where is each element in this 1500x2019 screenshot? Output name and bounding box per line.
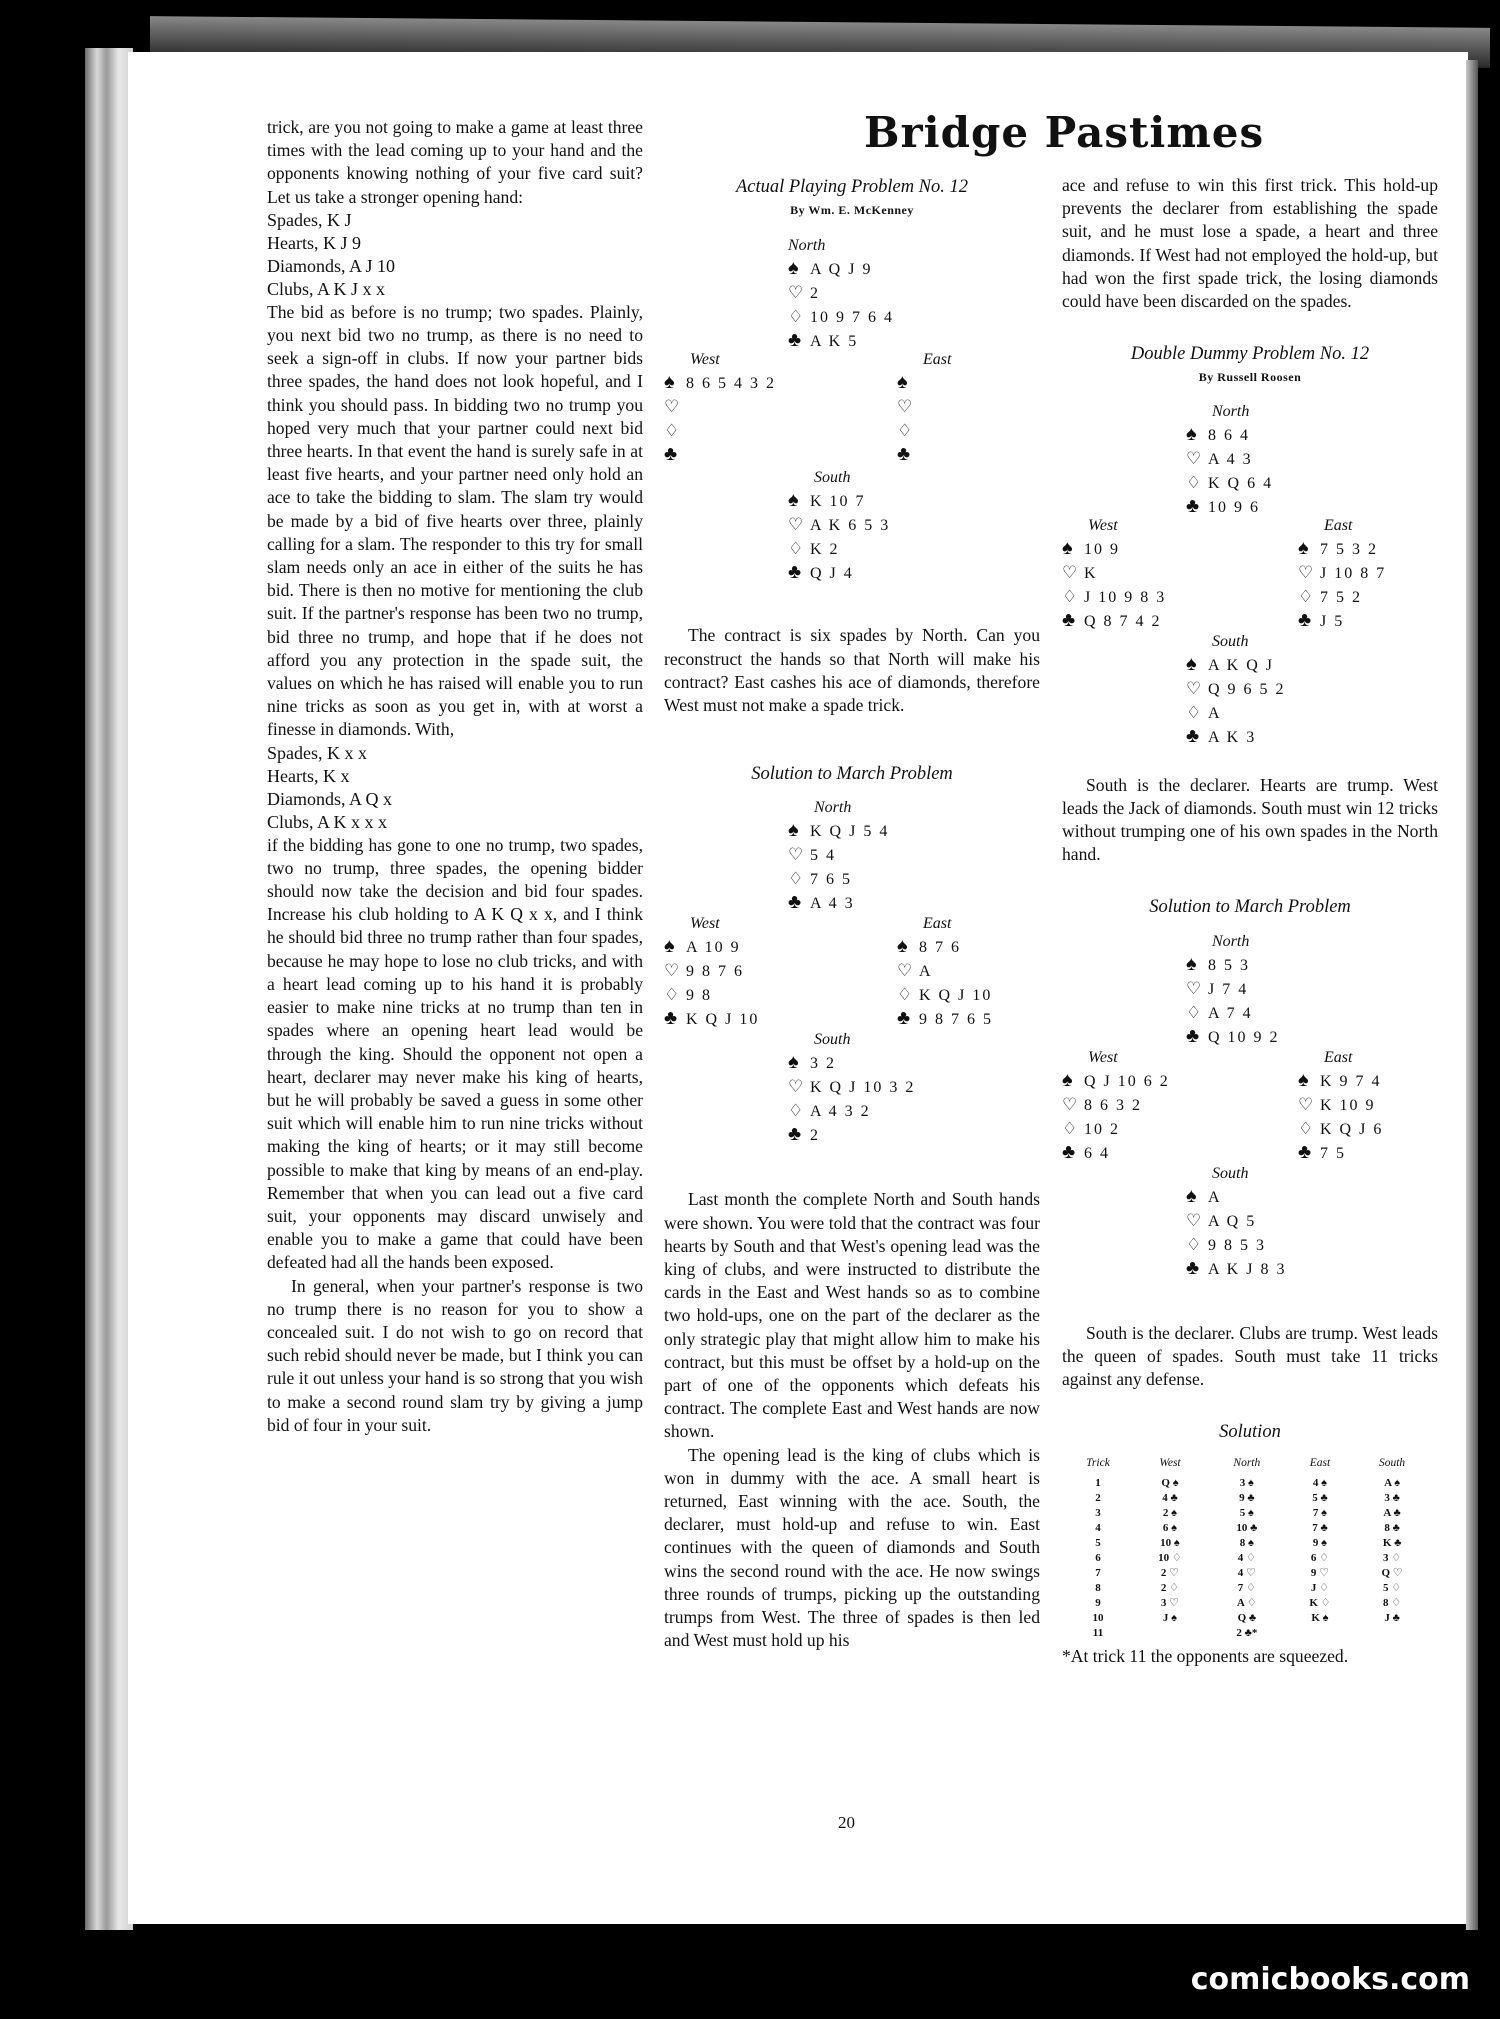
- spade-icon: ♠: [1298, 536, 1309, 559]
- hand-hearts: A K 6 5 3: [810, 517, 891, 535]
- spade-icon: ♠: [788, 489, 799, 512]
- hand1-clubs: Clubs, A K J x x: [267, 278, 386, 299]
- table-cell: 9 ♠: [1312, 1536, 1327, 1549]
- table-row: [1062, 1491, 1432, 1506]
- hand-hearts: 8 6 3 2: [1084, 1096, 1142, 1114]
- table-cell: 7 ♢: [1237, 1581, 1256, 1594]
- diamond-icon: ♢: [1186, 472, 1202, 492]
- hand-clubs: 9 8 7 6 5: [919, 1011, 993, 1029]
- table-cell: 6: [1095, 1551, 1101, 1564]
- hand2-clubs: Clubs, A K x x x: [267, 811, 388, 832]
- diamond-icon: ♢: [1062, 586, 1078, 606]
- column-header: West: [1159, 1457, 1181, 1470]
- table-cell: 2 ♠: [1162, 1506, 1178, 1519]
- double-dummy-deal: [1062, 400, 1438, 774]
- heart-icon: ♡: [1062, 562, 1078, 582]
- table-cell: 5 ♠: [1239, 1506, 1254, 1519]
- table-cell: 2 ♡: [1160, 1566, 1180, 1579]
- table-row: [1062, 1551, 1432, 1566]
- spade-icon: ♠: [897, 935, 908, 958]
- seat-label: North: [1212, 402, 1250, 420]
- table-row: [1062, 1611, 1432, 1626]
- table-cell: 3 ♣: [1384, 1491, 1400, 1504]
- heart-icon: ♡: [1298, 562, 1314, 582]
- solution-table-body: [1062, 1476, 1432, 1641]
- hand-hearts: 2: [810, 285, 820, 303]
- table-cell: 4: [1095, 1521, 1101, 1534]
- hand-clubs: 6 4: [1084, 1144, 1110, 1162]
- table-cell: 5 ♢: [1383, 1581, 1402, 1594]
- seat-label: West: [690, 351, 720, 369]
- hand-clubs: A 4 3: [810, 895, 855, 913]
- table-cell: 10 ♠: [1160, 1536, 1180, 1549]
- table-cell: 7 ♣: [1312, 1521, 1328, 1534]
- spade-icon: ♠: [1186, 952, 1197, 975]
- spade-icon: ♠: [788, 819, 799, 842]
- table-cell: K ♢: [1309, 1596, 1331, 1609]
- hand-diamonds: 10 9 7 6 4: [810, 309, 894, 327]
- hand-spades: 10 9: [1084, 540, 1120, 558]
- hand-spades: A 10 9: [686, 939, 741, 957]
- heart-icon: ♡: [788, 515, 804, 535]
- table-row: [1062, 1581, 1432, 1596]
- table-cell: 4 ♡: [1237, 1566, 1256, 1579]
- hand2-diamonds: Diamonds, A Q x: [267, 788, 393, 809]
- solution2-east: [1298, 1046, 1383, 1165]
- problem12-byline: By Wm. E. McKenney: [790, 203, 914, 218]
- club-icon: ♣: [1062, 608, 1076, 631]
- solution-table-header: [1062, 1452, 1432, 1475]
- spade-icon: ♠: [1062, 536, 1073, 559]
- hand-spades: K 9 7 4: [1320, 1072, 1382, 1090]
- table-cell: A ♢: [1236, 1596, 1257, 1609]
- heart-icon: ♡: [1186, 1210, 1202, 1230]
- seat-label: South: [1212, 632, 1249, 650]
- table-row: [1062, 1506, 1432, 1521]
- heart-icon: ♡: [1186, 448, 1202, 468]
- solution2-title: Solution to March Problem: [1149, 897, 1351, 918]
- table-row: [1062, 1536, 1432, 1551]
- hand-hearts: A: [919, 963, 933, 981]
- column-header: North: [1233, 1457, 1261, 1470]
- heart-icon: ♡: [788, 845, 804, 865]
- solution1-south: [788, 1028, 915, 1147]
- table-cell: 6 ♠: [1162, 1521, 1178, 1534]
- solution1-title: Solution to March Problem: [751, 764, 953, 785]
- table-cell: [1134, 1626, 1206, 1641]
- table-cell: 4 ♠: [1312, 1476, 1327, 1489]
- hand1-diamonds: Diamonds, A J 10: [267, 255, 396, 276]
- heart-icon: ♡: [1298, 1094, 1314, 1114]
- hand-clubs: K Q J 10: [686, 1011, 760, 1029]
- hand-diamonds: K Q J 6: [1320, 1120, 1384, 1138]
- heart-icon: ♡: [788, 1077, 804, 1097]
- diamond-icon: ♢: [897, 421, 913, 441]
- diamond-icon: ♢: [664, 985, 680, 1005]
- solution1-east: [897, 912, 993, 1031]
- hand-hearts: Q 9 6 5 2: [1208, 680, 1286, 698]
- heart-icon: ♡: [1186, 978, 1202, 998]
- heart-icon: ♡: [788, 283, 804, 303]
- table-cell: 10 ♢: [1158, 1551, 1182, 1564]
- club-icon: ♣: [897, 1007, 911, 1030]
- table-cell: 5: [1095, 1536, 1101, 1549]
- column-header: East: [1309, 1457, 1331, 1470]
- diamond-icon: ♢: [1298, 1118, 1314, 1138]
- double-dummy-west: [1062, 514, 1166, 633]
- hand-clubs: A K J 8 3: [1208, 1260, 1287, 1278]
- double-dummy-title: Double Dummy Problem No. 12: [1130, 344, 1370, 365]
- club-icon: ♣: [788, 1123, 802, 1146]
- diamond-icon: ♢: [788, 1101, 804, 1121]
- column-1: [267, 116, 643, 1437]
- diamond-icon: ♢: [1186, 1234, 1202, 1254]
- hand-spades: K 10 7: [810, 493, 866, 511]
- hand-clubs: A K 3: [1208, 728, 1257, 746]
- heart-icon: ♡: [664, 397, 680, 417]
- col1-para2: The bid as before is no trump; two spades. Plainly, you next bid two no trump, as there is no need to seek a sign-off in clubs. If now your partner bids three spades, the hand does not look hopeful, and I think you should pass. In bidding two no trump you hoped very much that your partner could next bid three hearts. In that event the hand is surely safe in at least five hearts, and your partner need only hold an ace to take the bidding to slam. The slam try would be made by a bid of five hearts over three, plainly calling for a slam. The responder to this try for small slam needs only an ace in either of the suits he has bid. There is then no motive for mentioning the club suit. If the partner's response has been two no trump, bid three no trump, and hope that if he does not afford you any protection in the spade suit, the values on which he has raised will enable you to run nine tricks as soon as you get in, with at worst a finesse in diamonds. With,: [267, 301, 643, 740]
- table-cell: 9: [1095, 1596, 1101, 1609]
- hand-spades: 8 6 4: [1208, 426, 1250, 444]
- solution2-text: South is the declarer. Clubs are trump. West leads the queen of spades. South must take 11 tricks against any defense.: [1062, 1322, 1438, 1390]
- club-icon: ♣: [664, 443, 678, 466]
- seat-label: South: [1212, 1164, 1249, 1182]
- hand-clubs: Q J 4: [810, 565, 854, 583]
- seat-label: North: [814, 799, 852, 817]
- seat-label: West: [1088, 516, 1118, 534]
- club-icon: ♣: [1298, 608, 1312, 631]
- hand-spades: Q J 10 6 2: [1084, 1072, 1170, 1090]
- double-dummy-south: [1186, 630, 1286, 749]
- hand-diamonds: 10 2: [1084, 1120, 1120, 1138]
- table-cell: A ♠: [1384, 1476, 1401, 1489]
- club-icon: ♣: [1186, 1256, 1200, 1279]
- seat-label: South: [814, 1031, 851, 1049]
- club-icon: ♣: [1062, 1140, 1076, 1163]
- spade-icon: ♠: [788, 257, 799, 280]
- heart-icon: ♡: [664, 961, 680, 981]
- table-cell: 3 ♢: [1383, 1551, 1402, 1564]
- heart-icon: ♡: [1062, 1094, 1078, 1114]
- heart-icon: ♡: [1186, 678, 1202, 698]
- column-3: [1062, 174, 1438, 1668]
- problem12-south: [788, 466, 890, 585]
- col1-para4: In general, when your partner's response is two no trump there is no reason for you to show a concealed suit. I do not wish to go on record that such rebid should never be made, but I think you can rule it out unless your hand is so strong that you wish to make a second round slam try by giving a jump bid of four in your suit.: [267, 1275, 643, 1435]
- double-dummy-text: South is the declarer. Hearts are trump. West leads the Jack of diamonds. South must win 12 tricks without trumping one of his own spades in the North hand.: [1062, 774, 1438, 865]
- table-row: [1062, 1476, 1432, 1491]
- hand-diamonds: 7 5 2: [1320, 588, 1362, 606]
- table-cell: 4 ♢: [1237, 1551, 1256, 1564]
- table-cell: Q ♠: [1161, 1476, 1179, 1489]
- table-cell: 2 ♢: [1160, 1581, 1180, 1594]
- hand-diamonds: 9 8 5 3: [1208, 1236, 1266, 1254]
- watermark: comicbooks.com: [1190, 1962, 1470, 1997]
- spade-icon: ♠: [1186, 1184, 1197, 1207]
- problem12-north: [788, 234, 894, 353]
- table-row: [1062, 1596, 1432, 1611]
- heart-icon: ♡: [897, 397, 913, 417]
- spade-icon: ♠: [664, 371, 675, 394]
- club-icon: ♣: [897, 443, 911, 466]
- col3-continuation: ace and refuse to win this first trick. This hold-up prevents the declarer from establishing the spade suit, and he must lose a spade, a heart and three diamonds. If West had not employed the hold-up, but had won the first spade trick, the losing diamonds could have been discarded on the spades.: [1062, 175, 1438, 312]
- hand-spades: A: [1208, 1188, 1222, 1206]
- double-dummy-east: [1298, 514, 1386, 633]
- hand-diamonds: K Q 6 4: [1208, 474, 1274, 492]
- hand-diamonds: A 4 3 2: [810, 1103, 871, 1121]
- table-cell: Q ♣: [1237, 1611, 1257, 1624]
- diamond-icon: ♢: [1298, 586, 1314, 606]
- table-row: [1062, 1566, 1432, 1581]
- table-cell: 5 ♣: [1312, 1491, 1328, 1504]
- diamond-icon: ♢: [788, 307, 804, 327]
- table-cell: 8 ♠: [1239, 1536, 1254, 1549]
- seat-label: North: [788, 237, 826, 255]
- diamond-icon: ♢: [788, 539, 804, 559]
- hand-diamonds: K Q J 10: [919, 987, 993, 1005]
- hand-spades: A K Q J: [1208, 656, 1275, 674]
- table-cell: 2 ♣*: [1236, 1626, 1258, 1639]
- table-cell: 2: [1095, 1491, 1101, 1504]
- hand-hearts: 9 8 7 6: [686, 963, 744, 981]
- hand-spades: K Q J 5 4: [810, 823, 890, 841]
- solution1-north: [788, 796, 889, 915]
- diamond-icon: ♢: [897, 985, 913, 1005]
- club-icon: ♣: [1186, 724, 1200, 747]
- hand1-spades: Spades, K J: [267, 209, 352, 230]
- table-cell: 8 ♣: [1384, 1521, 1400, 1534]
- table-cell: 8: [1095, 1581, 1101, 1594]
- hand-diamonds: 7 6 5: [810, 871, 852, 889]
- table-cell: J ♠: [1162, 1611, 1178, 1624]
- diamond-icon: ♢: [1186, 702, 1202, 722]
- col1-intro: trick, are you not going to make a game at least three times with the lead coming up to your hand and the opponents knowing nothing of your five card suit? Let us take a stronger opening hand:: [267, 117, 643, 207]
- hand-diamonds: A: [1208, 704, 1222, 722]
- hand-hearts: J 7 4: [1208, 980, 1249, 998]
- column-header: Trick: [1086, 1457, 1110, 1470]
- hand-hearts: J 10 8 7: [1320, 564, 1387, 582]
- club-icon: ♣: [664, 1007, 678, 1030]
- page-number: 20: [838, 1813, 855, 1832]
- diamond-icon: ♢: [1186, 1002, 1202, 1022]
- table-cell: 10 ♣: [1236, 1521, 1258, 1534]
- table-cell: 7 ♠: [1312, 1506, 1327, 1519]
- table-cell: J ♢: [1310, 1581, 1329, 1594]
- seat-label: West: [1088, 1048, 1118, 1066]
- hand-clubs: 10 9 6: [1208, 498, 1260, 516]
- hand-clubs: 2: [810, 1127, 820, 1145]
- hand-spades: 7 5 3 2: [1320, 540, 1378, 558]
- spade-icon: ♠: [1186, 652, 1197, 675]
- table-cell: A ♣: [1383, 1506, 1401, 1519]
- seat-label: East: [923, 915, 952, 933]
- solution1-west: [664, 912, 759, 1031]
- spade-icon: ♠: [897, 371, 908, 394]
- club-icon: ♣: [788, 561, 802, 584]
- problem12-east: [897, 348, 951, 467]
- hand-spades: 8 5 3: [1208, 956, 1250, 974]
- double-dummy-north: [1186, 400, 1273, 519]
- table-cell: 8 ♢: [1383, 1596, 1402, 1609]
- hand-spades: 8 6 5 4 3 2: [686, 375, 776, 393]
- club-icon: ♣: [1186, 494, 1200, 517]
- hand-diamonds: J 10 9 8 3: [1084, 588, 1167, 606]
- table-row: [1062, 1521, 1432, 1536]
- diamond-icon: ♢: [1062, 1118, 1078, 1138]
- hand-clubs: Q 8 7 4 2: [1084, 612, 1162, 630]
- table-cell: [1352, 1626, 1432, 1641]
- hand-clubs: 7 5: [1320, 1144, 1346, 1162]
- club-icon: ♣: [788, 329, 802, 352]
- hand-hearts: 5 4: [810, 847, 836, 865]
- hand-clubs: Q 10 9 2: [1208, 1028, 1280, 1046]
- table-cell: 10: [1092, 1611, 1104, 1624]
- table-cell: Q ♡: [1381, 1566, 1403, 1579]
- seat-label: West: [690, 915, 720, 933]
- club-icon: ♣: [1298, 1140, 1312, 1163]
- hand-hearts: K 10 9: [1320, 1096, 1376, 1114]
- problem12-title: Actual Playing Problem No. 12: [735, 177, 969, 197]
- solution-table-title: Solution: [1219, 1422, 1281, 1443]
- table-cell: 9 ♡: [1310, 1566, 1329, 1579]
- hand-spades: 3 2: [810, 1055, 836, 1073]
- hand-diamonds: 9 8: [686, 987, 712, 1005]
- column-2: [664, 114, 1040, 1652]
- solution2-west: [1062, 1046, 1170, 1165]
- spade-icon: ♠: [664, 935, 675, 958]
- page-right-edge: [1466, 60, 1478, 1930]
- diamond-icon: ♢: [664, 421, 680, 441]
- table-cell: 4 ♣: [1162, 1491, 1178, 1504]
- spade-icon: ♠: [1062, 1068, 1073, 1091]
- table-cell: 1: [1095, 1476, 1101, 1489]
- club-icon: ♣: [1186, 1024, 1200, 1047]
- heart-icon: ♡: [897, 961, 913, 981]
- solution1-deal: [664, 796, 1040, 1188]
- solution-table: [1062, 1452, 1432, 1640]
- hand-diamonds: K 2: [810, 541, 840, 559]
- table-cell: 7: [1095, 1566, 1101, 1579]
- hand-hearts: K Q J 10 3 2: [810, 1079, 916, 1097]
- hand2-hearts: Hearts, K x: [267, 765, 350, 786]
- seat-label: East: [1324, 516, 1353, 534]
- table-cell: 9 ♣: [1239, 1491, 1255, 1504]
- seat-label: South: [814, 469, 851, 487]
- club-icon: ♣: [788, 891, 802, 914]
- table-cell: [1288, 1626, 1352, 1641]
- table-row: [1062, 1626, 1432, 1641]
- hand-hearts: A 4 3: [1208, 450, 1253, 468]
- table-cell: 6 ♢: [1310, 1551, 1329, 1564]
- masthead-title: Bridge Pastimes: [864, 108, 1265, 157]
- table-cell: 3: [1095, 1506, 1101, 1519]
- solution1-para1: Last month the complete North and South hands were shown. You were told that the contract was four hearts by South and that West's opening lead was the king of clubs, and were instructed to distribute the cards in the East and West hands so as to combine two hold-ups, one on the part of the declarer as the only strategic play that might allow him to make his contract, but this must be offset by a hold-up on the part of one of the opponents which defeats his contract. The complete East and West hands are now shown.: [664, 1189, 1040, 1442]
- problem12-text: The contract is six spades by North. Can you reconstruct the hands so that North will make his contract? East cashes his ace of diamonds, therefore West must not make a spade trick.: [664, 625, 1040, 716]
- solution2-deal: [1062, 930, 1438, 1322]
- column-header: South: [1378, 1457, 1406, 1470]
- solution-footnote: *At trick 11 the opponents are squeezed.: [1062, 1645, 1349, 1666]
- seat-label: North: [1212, 932, 1250, 950]
- solution1-para2: The opening lead is the king of clubs which is won in dummy with the ace. A small heart is returned, East winning with the ace. South, the declarer, must hold-up and refuse to win. East continues with the queen of diamonds and South wins the second round with the ace. He now swings three rounds of trumps, picking up the outstanding trumps from West. The three of spades is then led and West must hold up his: [664, 1444, 1040, 1651]
- problem12-deal: [664, 234, 1040, 624]
- problem12-west: [664, 348, 776, 467]
- hand-clubs: A K 5: [810, 333, 859, 351]
- seat-label: East: [923, 351, 952, 369]
- table-cell: K ♠: [1311, 1611, 1329, 1624]
- table-cell: 3 ♡: [1160, 1596, 1180, 1609]
- spade-icon: ♠: [788, 1051, 799, 1074]
- hand-clubs: J 5: [1320, 612, 1345, 630]
- hand-hearts: K: [1084, 564, 1098, 582]
- table-cell: J ♣: [1384, 1611, 1400, 1624]
- hand-spades: 8 7 6: [919, 939, 961, 957]
- book-spine: [85, 48, 133, 1930]
- hand-spades: A Q J 9: [810, 261, 873, 279]
- table-cell: 11: [1092, 1626, 1104, 1639]
- spade-icon: ♠: [1186, 422, 1197, 445]
- col1-para3: if the bidding has gone to one no trump, two spades, two no trump, three spades, the opening bidder should now take the decision and bid four spades. Increase his club holding to A K Q x x, and I think he should bid three no trump rather than four spades, because he may hope to lose no club tricks, and with a heart lead coming up to his hand it is probably easier to make nine tricks at no trump than ten in spades where an opening heart lead would be through the king. Should the opponent not open a heart, declarer may never make his king of hearts, but he will probably be saved a guess in some other suit which will enable him to run nine tricks without making the king of hearts; or it may still become possible to make that king by means of an end-play. Remember that when you can lead out a five card suit, your opponents may discard unwisely and enable you to make a game that could have been defeated had all the hands been exposed.: [267, 834, 643, 1273]
- seat-label: East: [1324, 1048, 1353, 1066]
- hand1-hearts: Hearts, K J 9: [267, 232, 361, 253]
- hand-diamonds: A 7 4: [1208, 1004, 1253, 1022]
- solution2-north: [1186, 930, 1280, 1049]
- table-cell: 3 ♠: [1239, 1476, 1254, 1489]
- spade-icon: ♠: [1298, 1068, 1309, 1091]
- hand-hearts: A Q 5: [1208, 1212, 1257, 1230]
- diamond-icon: ♢: [788, 869, 804, 889]
- double-dummy-byline: By Russell Roosen: [1198, 370, 1302, 385]
- hand2-spades: Spades, K x x: [267, 742, 367, 763]
- solution2-south: [1186, 1162, 1286, 1281]
- table-cell: K ♣: [1382, 1536, 1402, 1549]
